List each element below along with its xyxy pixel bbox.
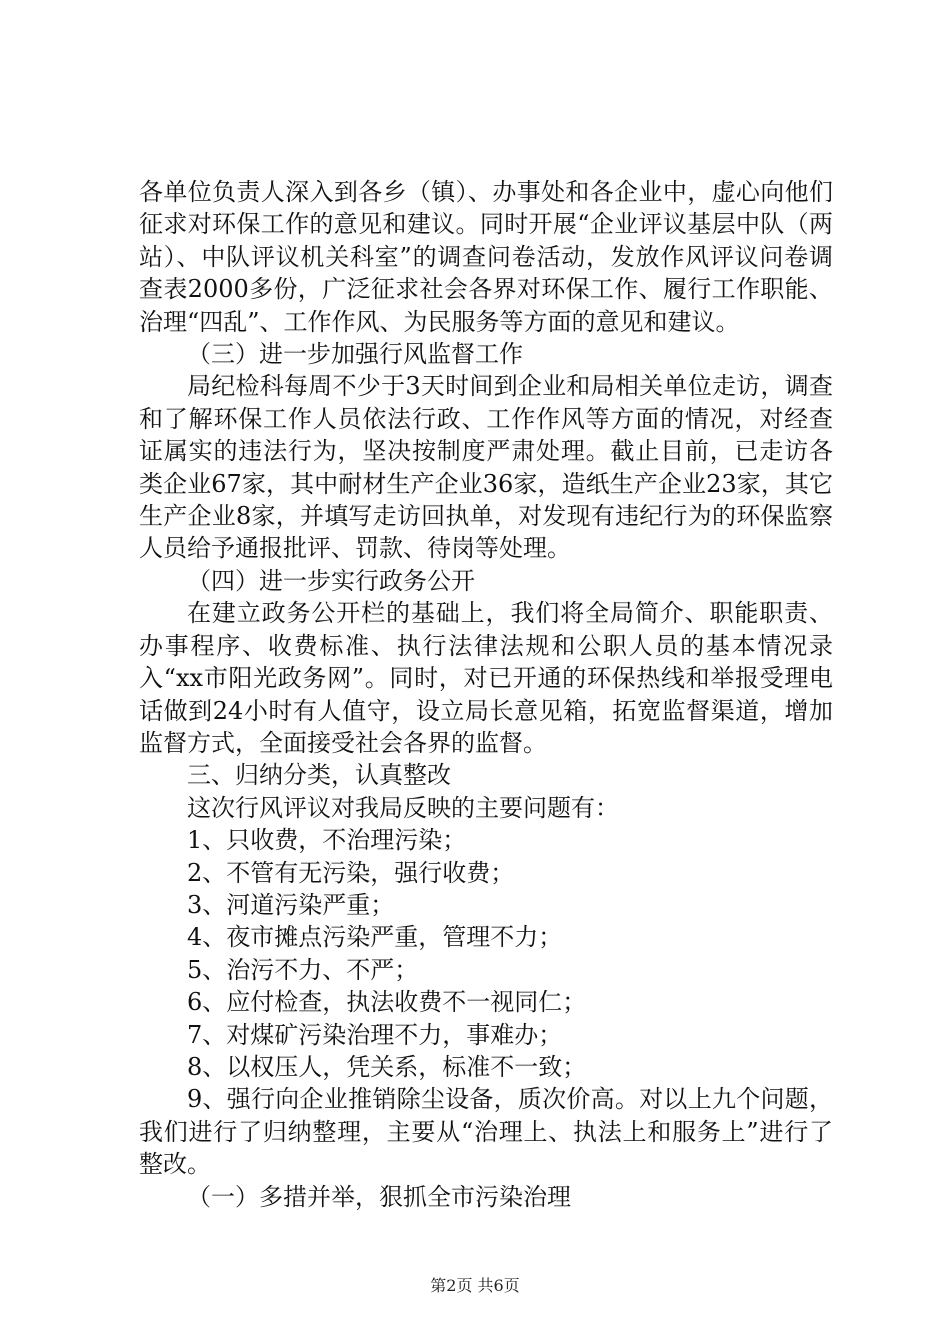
document-body (139, 176, 833, 1213)
list-item: 4、夜市摊点污染严重，管理不力； (187, 923, 563, 952)
list-item: 6、应付检查，执法收费不一视同仁； (187, 988, 587, 1017)
section-heading: （一）多措并举，狠抓全市污染治理 (187, 1182, 571, 1211)
page-number-footer: 第2页 共6页 (430, 1276, 520, 1295)
list-item: 1、只收费，不治理污染； (187, 826, 467, 855)
section-heading: 三、归纳分类，认真整改 (187, 761, 451, 790)
list-item: 8、以权压人，凭关系，标准不一致； (187, 1052, 587, 1081)
paragraph: 各单位负责人深入到各乡（镇）、办事处和各企业中，虚心向他们征求对环保工作的意见和建议。同时开展“企业评议基层中队（两站）、中队评议机关科室”的调查问卷活动，发放作风评议问卷调查表2000多份，广泛征求社会各界对环保工作、履行工作职能、治理“四乱”、工作作风、为民服务等方面的意见和建议。 (139, 178, 833, 336)
paragraph: 这次行风评议对我局反映的主要问题有： (187, 793, 619, 822)
paragraph: 在建立政务公开栏的基础上，我们将全局简介、职能职责、办事程序、收费标准、执行法律法规和公职人员的基本情况录入“xx市阳光政务网”。同时，对已开通的环保热线和举报受理电话做到24小时有人值守，设立局长意见箱，拓宽监督渠道，增加监督方式，全面接受社会各界的监督。 (139, 599, 833, 757)
paragraph: 局纪检科每周不少于3天时间到企业和局相关单位走访，调查和了解环保工作人员依法行政、工作作风等方面的情况，对经查证属实的违法行为，坚决按制度严肃处理。截止目前，已走访各类企业67家，其中耐材生产企业36家，造纸生产企业23家，其它生产企业8家，并填写走访回执单，对发现有违纪行为的环保监察人员给予通报批评、罚款、待岗等处理。 (139, 372, 833, 563)
list-item: 5、治污不力、不严； (187, 955, 419, 984)
list-item: 7、对煤矿污染治理不力，事难办； (187, 1020, 563, 1049)
section-heading: （三）进一步加强行风监督工作 (187, 340, 523, 369)
list-item: 3、河道污染严重； (187, 890, 395, 919)
list-item: 9、强行向企业推销除尘设备，质次价高。对以上九个问题，我们进行了归纳整理，主要从“治理上、执法上和服务上”进行了整改。 (139, 1085, 833, 1179)
list-item: 2、不管有无污染，强行收费； (187, 858, 515, 887)
section-heading: （四）进一步实行政务公开 (187, 566, 475, 595)
